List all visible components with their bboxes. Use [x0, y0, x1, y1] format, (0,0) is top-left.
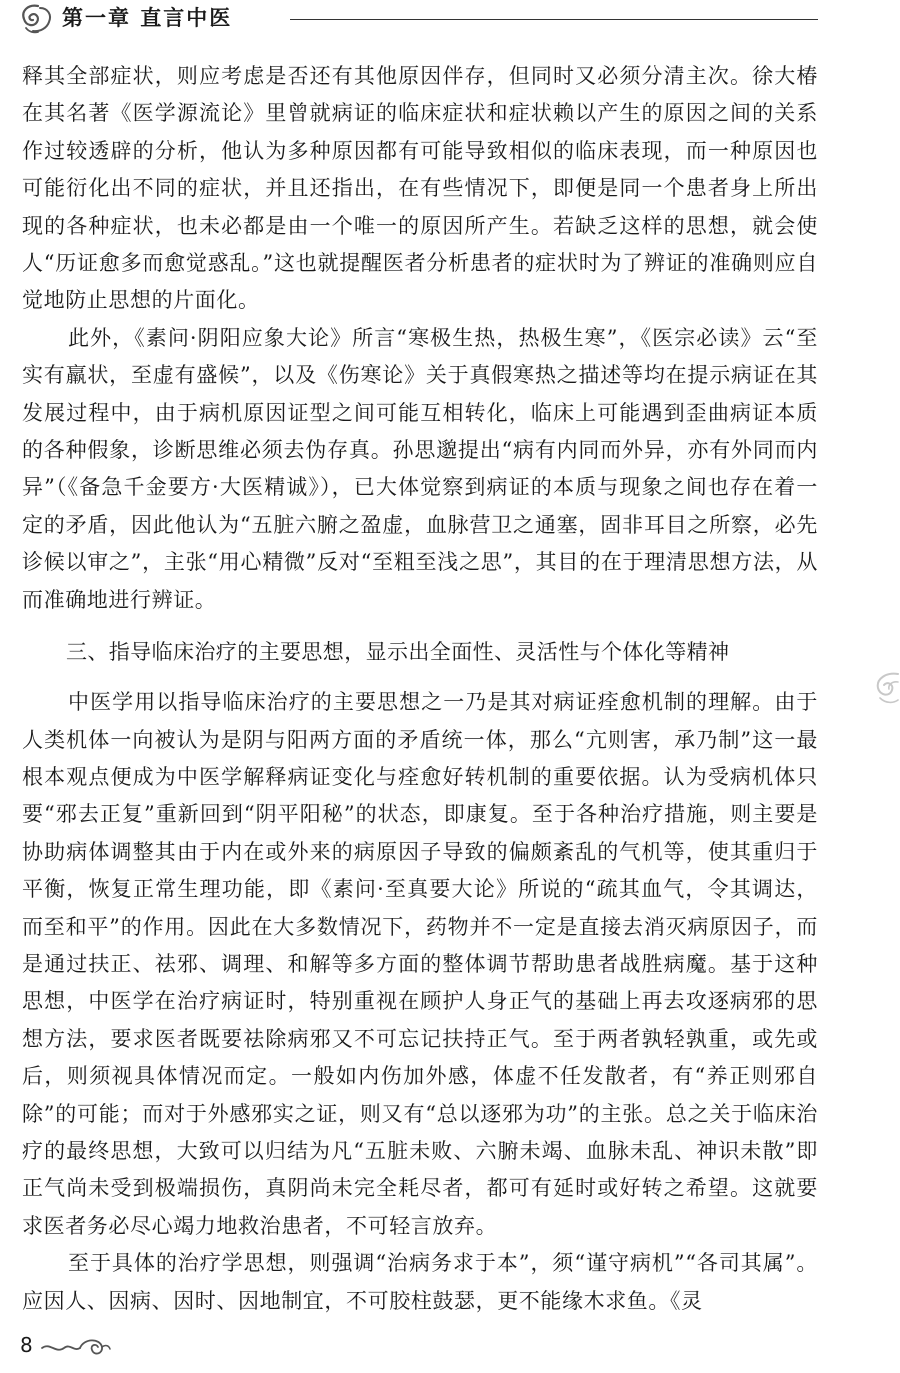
chapter-title: 第一章 直言中医 [62, 6, 233, 30]
header-rule [290, 19, 818, 20]
paragraph: 中医学用以指导临床治疗的主要思想之一乃是其对病证痊愈机制的理解。由于人类机体一向被认为是阴与阳两方面的矛盾统一体，那么“亢则害，承乃制”这一最根本观点便成为中医学解释病证变化与痊愈好转机制的重要依据。认为受病机体只要“邪去正复”重新回到“阴平阳秘”的状态，即康复。至于各种治疗措施，则主要是协助病体调整其由于内在或外来的病原因子导致的偏颇紊乱的气机等，使其重归于平衡，恢复正常生理功能，即《素问·至真要大论》所说的“疏其血气，令其调达，而至和平”的作用。因此在大多数情况下，药物并不一定是直接去消灭病原因子，而是通过扶正、祛邪、调理、和解等多方面的整体调节帮助患者战胜病魔。基于这种思想，中医学在治疗病证时，特别重视在顾护人身正气的基础上再去攻逐病邪的思想方法，要求医者既要祛除病邪又不可忘记扶持正气。至于两者孰轻孰重，或先或后，则须视具体情况而定。一般如内伤加外感，体虚不任发散者，有“养正则邪自除”的可能；而对于外感邪实之证，则又有“总以逐邪为功”的主张。总之关于临床治疗的最终思想，大致可以归结为凡“五脏未败、六腑未竭、血脉未乱、神识未散”即正气尚未受到极端损伤，真阴尚未完全耗尽者，都可有延时或好转之希望。这就要求医者务必尽心竭力地救治患者，不可轻言放弃。 [22, 690, 818, 1238]
paragraph: 至于具体的治疗学思想，则强调“治病务求于本”，须“谨守病机”“各司其属”。应因人、因病、因时、因地制宜，不可胶柱鼓瑟，更不能缘木求鱼。《灵 [22, 1251, 818, 1313]
section-heading: 三、指导临床治疗的主要思想，显示出全面性、灵活性与个体化等精神 [66, 640, 730, 665]
paragraph: 此外，《素问·阴阳应象大论》所言“寒极生热，热极生寒”，《医宗必读》云“至实有羸状，至虚有盛候”，以及《伤寒论》关于真假寒热之描述等均在提示病证在其发展过程中，由于病机原因证型之间可能互相转化，临床上可能遇到歪曲病证本质的各种假象，诊断思维必须去伪存真。孙思邈提出“病有内同而外异，亦有外同而内异”（《备急千金要方·大医精诚》），已大体觉察到病证的本质与现象之间也存在着一定的矛盾，因此他认为“五脏六腑之盈虚，血脉营卫之通塞，固非耳目之所察，必先诊候以审之”，主张“用心精微”反对“至粗至浅之思”，其目的在于理清思想方法，从而准确地进行辨证。 [22, 325, 818, 612]
wave-ornament-icon [40, 1334, 112, 1358]
page-number: 8 [20, 1333, 33, 1357]
cloud-ornament-icon [18, 2, 56, 36]
cloud-ornament-icon [868, 668, 900, 708]
body-text [22, 58, 818, 1320]
paragraph-continued: 释其全部症状，则应考虑是否还有其他原因伴存，但同时又必须分清主次。徐大椿在其名著《医学源流论》里曾就病证的临床症状和症状赖以产生的原因之间的关系作过较透辟的分析，他认为多种原因都有可能导致相似的临床表现，而一种原因也可能衍化出不同的症状，并且还指出，在有些情况下，即便是同一个患者身上所出现的各种症状，也未必都是由一个唯一的原因所产生。若缺乏这样的思想，就会使人“历证愈多而愈觉惑乱。”这也就提醒医者分析患者的症状时为了辨证的准确则应自觉地防止思想的片面化。 [22, 64, 818, 313]
page-header [18, 2, 818, 36]
